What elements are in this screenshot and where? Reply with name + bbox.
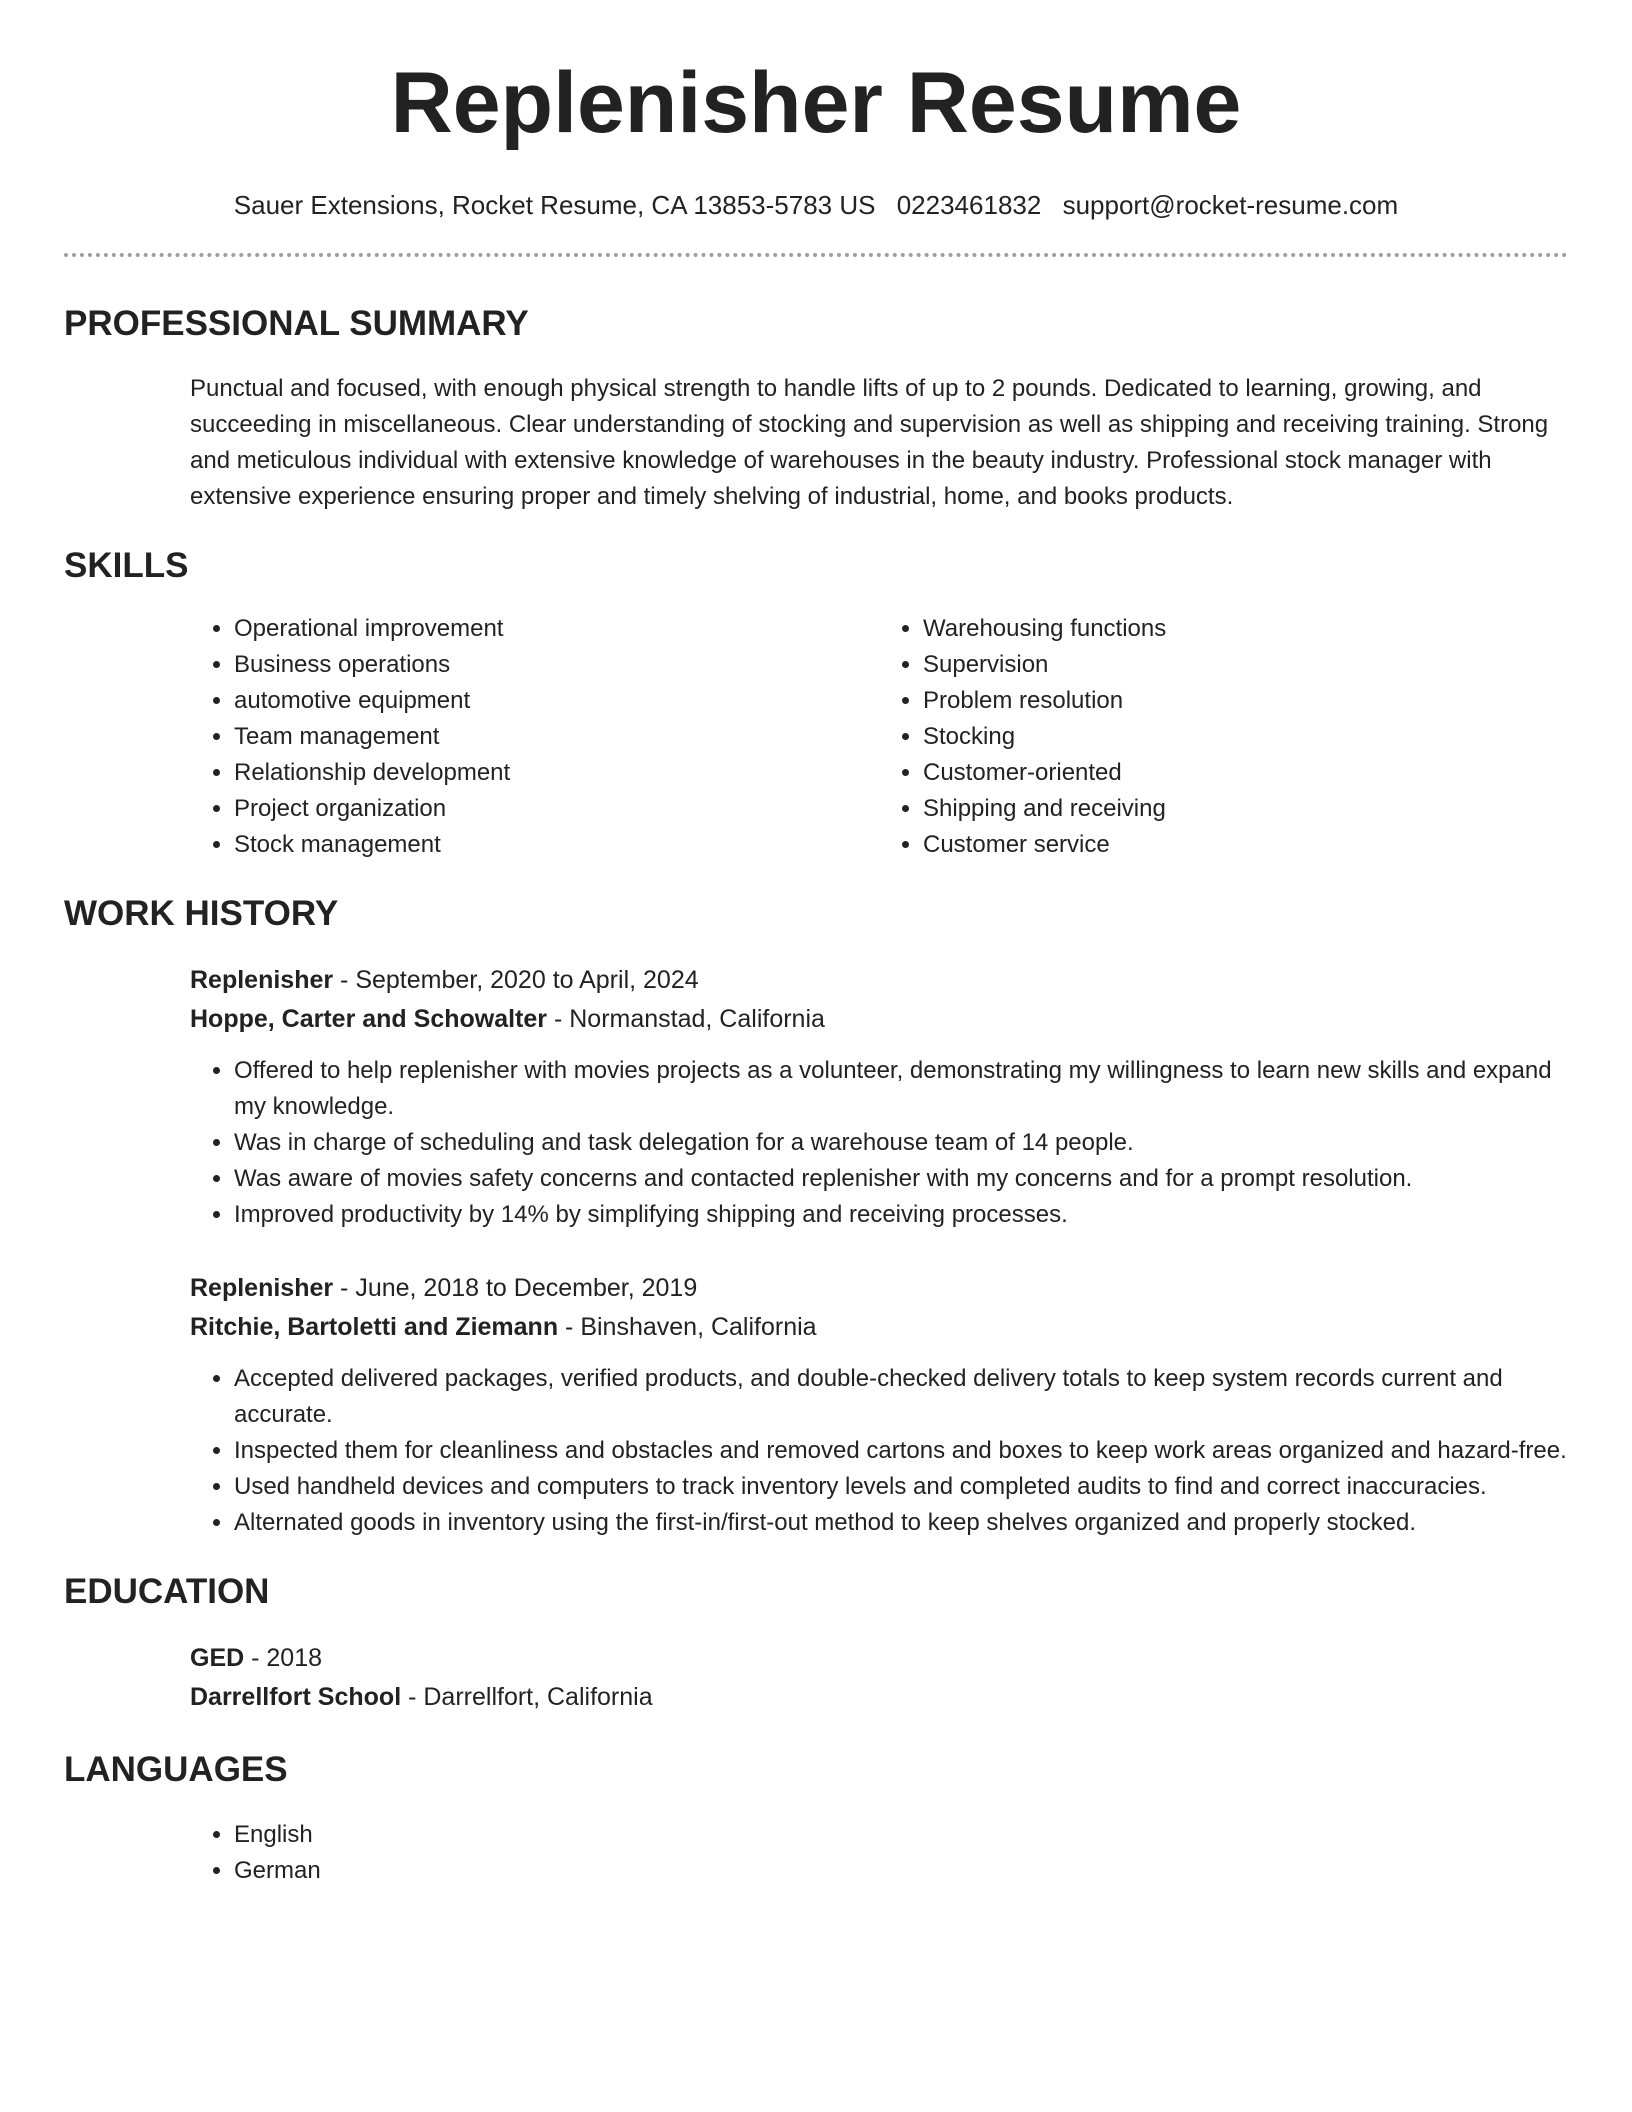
education-school: Darrellfort School <box>190 1683 402 1712</box>
job-company-line <box>190 1000 1568 1039</box>
skill-item: • Shipping and receiving <box>923 791 1568 827</box>
job-duty: • Improved productivity by 14% by simplifying shipping and receiving processes. <box>234 1197 1574 1233</box>
contact-phone: 0223461832 <box>896 190 1042 220</box>
header-divider <box>64 253 1568 257</box>
contact-email: support@rocket-resume.com <box>1062 190 1399 220</box>
job-title: Replenisher <box>190 966 334 995</box>
resume-title: Replenisher Resume <box>390 55 1242 151</box>
skills-heading: SKILLS <box>64 546 189 586</box>
job-location: - Binshaven, California <box>558 1313 817 1342</box>
job-duty: • Was aware of movies safety concerns and contacted replenisher with my concerns and for a prompt resolution. <box>234 1161 1574 1197</box>
job-company-line <box>190 1308 1568 1347</box>
job-dates: - June, 2018 to December, 2019 <box>333 1274 698 1303</box>
job-dates: - September, 2020 to April, 2024 <box>333 966 699 995</box>
job-entry <box>190 961 1568 1233</box>
language-item: • English <box>234 1817 1568 1853</box>
work-history-section <box>64 893 1568 1541</box>
skills-columns <box>190 611 1568 863</box>
job-title-line <box>190 961 1568 1000</box>
job-duty: • Was in charge of scheduling and task delegation for a warehouse team of 14 people. <box>234 1125 1574 1161</box>
skill-item: • Warehousing functions <box>923 611 1568 647</box>
job-title-line <box>190 1269 1568 1308</box>
education-location: - Darrellfort, California <box>401 1683 653 1712</box>
job-company: Hoppe, Carter and Schowalter <box>190 1005 548 1034</box>
skill-item: • Project organization <box>234 791 879 827</box>
education-section <box>64 1571 1568 1717</box>
skill-item: • Stocking <box>923 719 1568 755</box>
skill-item: • Problem resolution <box>923 683 1568 719</box>
summary-text: Punctual and focused, with enough physical strength to handle lifts of up to 2 pounds. Dedicated to learning, growing, and succeeding in miscellaneous. Clear understanding of stocking and supervision as well as shipping and receiving training. Strong and meticulous individual with extensive knowledge of warehouses in the beauty industry. Professional stock manager with extensive experience ensuring proper and timely shelving of industrial, home, and books products. <box>190 375 1549 511</box>
job-duty: • Used handheld devices and computers to track inventory levels and completed audits to find and correct inaccuracies. <box>234 1469 1574 1505</box>
contact-line <box>64 190 1568 221</box>
skill-item: • Business operations <box>234 647 879 683</box>
job-duty: • Offered to help replenisher with movies projects as a volunteer, demonstrating my willingness to learn new skills and expand my knowledge. <box>234 1053 1574 1125</box>
skill-item: • Customer-oriented <box>923 755 1568 791</box>
skill-item: • Customer service <box>923 827 1568 863</box>
skill-item: • Supervision <box>923 647 1568 683</box>
skills-list-right <box>879 611 1568 863</box>
skill-item: • automotive equipment <box>234 683 879 719</box>
education-heading: EDUCATION <box>64 1572 270 1612</box>
work-history-heading: WORK HISTORY <box>64 894 339 934</box>
education-entry <box>190 1639 1568 1717</box>
summary-heading: PROFESSIONAL SUMMARY <box>64 304 529 344</box>
resume-page <box>64 0 1568 1889</box>
languages-heading: LANGUAGES <box>64 1750 288 1790</box>
skill-item: • Operational improvement <box>234 611 879 647</box>
language-item: • German <box>234 1853 1568 1889</box>
skills-section <box>64 545 1568 863</box>
job-duty: • Inspected them for cleanliness and obstacles and removed cartons and boxes to keep work areas organized and hazard-free. <box>234 1433 1574 1469</box>
skill-item: • Stock management <box>234 827 879 863</box>
contact-address: Sauer Extensions, Rocket Resume, CA 13853-5783 US <box>233 190 876 220</box>
education-school-line <box>190 1678 1568 1717</box>
education-degree-line <box>190 1639 1568 1678</box>
education-year: - 2018 <box>244 1644 323 1673</box>
languages-section <box>64 1749 1568 1889</box>
languages-list <box>190 1817 1568 1889</box>
skill-item: • Team management <box>234 719 879 755</box>
job-title: Replenisher <box>190 1274 334 1303</box>
skill-item: • Relationship development <box>234 755 879 791</box>
job-location: - Normanstad, California <box>547 1005 825 1034</box>
skills-list-left <box>190 611 879 863</box>
job-duty: • Alternated goods in inventory using the first-in/first-out method to keep shelves organized and properly stocked. <box>234 1505 1574 1541</box>
job-company: Ritchie, Bartoletti and Ziemann <box>190 1313 559 1342</box>
job-duty: • Accepted delivered packages, verified products, and double-checked delivery totals to keep system records current and accurate. <box>234 1361 1574 1433</box>
job-duties-list <box>190 1361 1574 1541</box>
job-duties-list <box>190 1053 1574 1233</box>
job-entry <box>190 1269 1568 1541</box>
summary-section <box>64 303 1568 515</box>
education-degree: GED <box>190 1644 245 1673</box>
